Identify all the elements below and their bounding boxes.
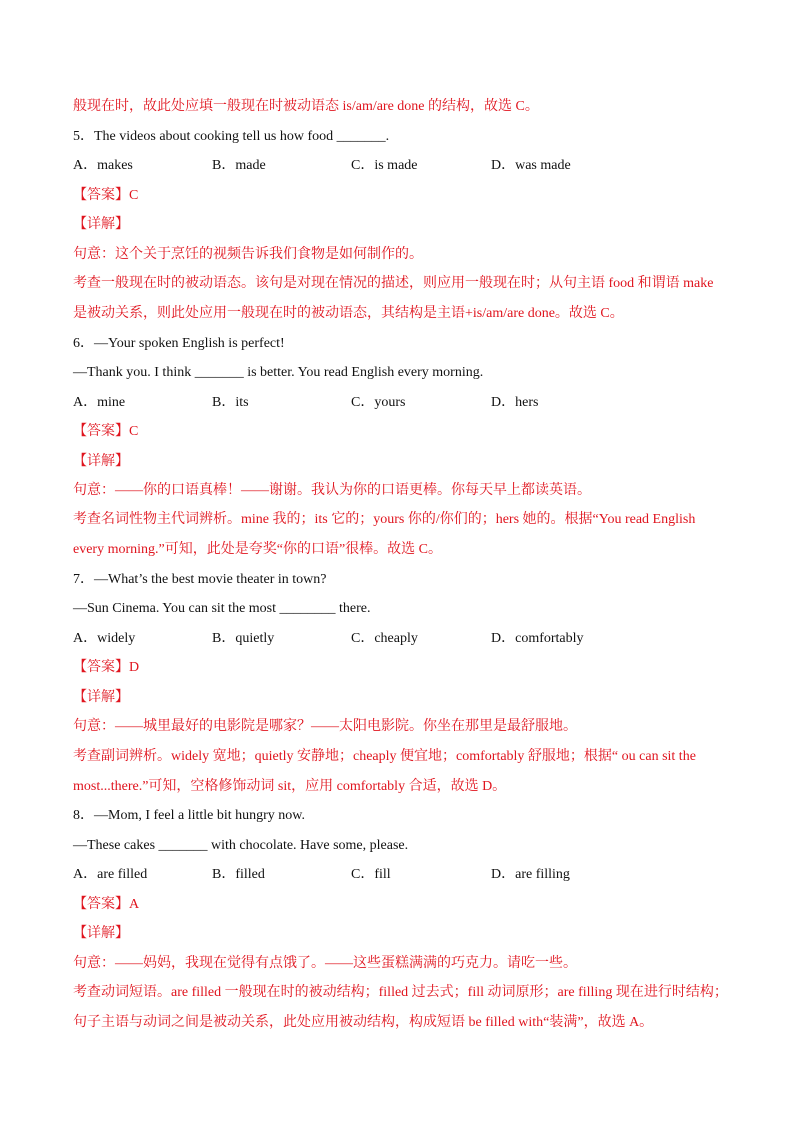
explanation-5-line-1: 考查一般现在时的被动语态。该句是对现在情况的描述，则应用一般现在时；从句主语 food 和谓语 make	[73, 276, 714, 291]
explanation-8-meaning: 句意：——妈妈，我现在觉得有点饿了。——这些蛋糕满满的巧克力。请吃一些。	[73, 956, 577, 971]
option-c: C．cheaply	[351, 631, 418, 646]
question-5: 5．The videos about cooking tell us how food _______.	[73, 129, 390, 144]
question-6: 6．—Your spoken English is perfect!	[73, 336, 285, 351]
detail-heading-6: 【详解】	[73, 454, 129, 469]
option-b: B．its	[212, 395, 249, 410]
option-a: A．widely	[73, 631, 136, 646]
option-d: D．are filling	[491, 867, 570, 882]
option-c: C．fill	[351, 867, 391, 882]
explanation-6-meaning: 句意：——你的口语真棒！——谢谢。我认为你的口语更棒。你每天早上都读英语。	[73, 483, 591, 498]
option-a: A．makes	[73, 158, 133, 173]
option-c: C．is made	[351, 158, 418, 173]
option-b: B．filled	[212, 867, 265, 882]
explanation-8-line-1: 考查动词短语。are filled 一般现在时的被动结构；filled 过去式；fill 动词原形；are filling 现在进行时结构；	[73, 985, 728, 1000]
option-b: B．quietly	[212, 631, 275, 646]
option-a: A．mine	[73, 395, 126, 410]
answer-6: 【答案】C	[73, 424, 139, 439]
explanation-6-line-2: every morning.”可知，此处是夸奖“你的口语”很棒。故选 C。	[73, 542, 443, 557]
explanation-7-line-1: 考查副词辨析。widely 宽地；quietly 安静地；cheaply 便宜地；comfortably 舒服地；根据“ ou can sit the	[73, 749, 696, 764]
detail-heading-8: 【详解】	[73, 926, 129, 941]
question-8: 8．—Mom, I feel a little bit hungry now.	[73, 808, 305, 823]
detail-heading-7: 【详解】	[73, 690, 129, 705]
detail-heading-5: 【详解】	[73, 217, 129, 232]
explanation-5-line-2: 是被动关系，则此处应用一般现在时的被动语态，其结构是主语+is/am/are done。故选 C。	[73, 306, 624, 321]
explanation-line: 般现在时，故此处应填一般现在时被动语态 is/am/are done 的结构，故选 C。	[73, 99, 539, 114]
answer-5: 【答案】C	[73, 188, 139, 203]
answer-7: 【答案】D	[73, 660, 140, 675]
option-a: A．are filled	[73, 867, 148, 882]
option-d: D．hers	[491, 395, 539, 410]
option-c: C．yours	[351, 395, 406, 410]
option-b: B．made	[212, 158, 266, 173]
question-7: 7．—What’s the best movie theater in town?	[73, 572, 327, 587]
explanation-5-meaning: 句意：这个关于烹饪的视频告诉我们食物是如何制作的。	[73, 247, 423, 262]
option-d: D．comfortably	[491, 631, 584, 646]
explanation-7-meaning: 句意：——城里最好的电影院是哪家？——太阳电影院。你坐在那里是最舒服地。	[73, 719, 577, 734]
explanation-6-line-1: 考查名词性物主代词辨析。mine 我的；its 它的；yours 你的/你们的；hers 她的。根据“You read English	[73, 512, 696, 527]
question-8-reply: —These cakes _______ with chocolate. Have some, please.	[73, 838, 409, 853]
option-d: D．was made	[491, 158, 571, 173]
explanation-7-line-2: most...there.”可知，空格修饰动词 sit，应用 comfortably 合适，故选 D。	[73, 779, 507, 794]
answer-8: 【答案】A	[73, 897, 140, 912]
question-6-reply: —Thank you. I think _______ is better. You read English every morning.	[73, 365, 484, 380]
question-7-reply: —Sun Cinema. You can sit the most ________ there.	[73, 601, 371, 616]
explanation-8-line-2: 句子主语与动词之间是被动关系，此处应用被动结构，构成短语 be filled with“装满”，故选 A。	[73, 1015, 654, 1030]
